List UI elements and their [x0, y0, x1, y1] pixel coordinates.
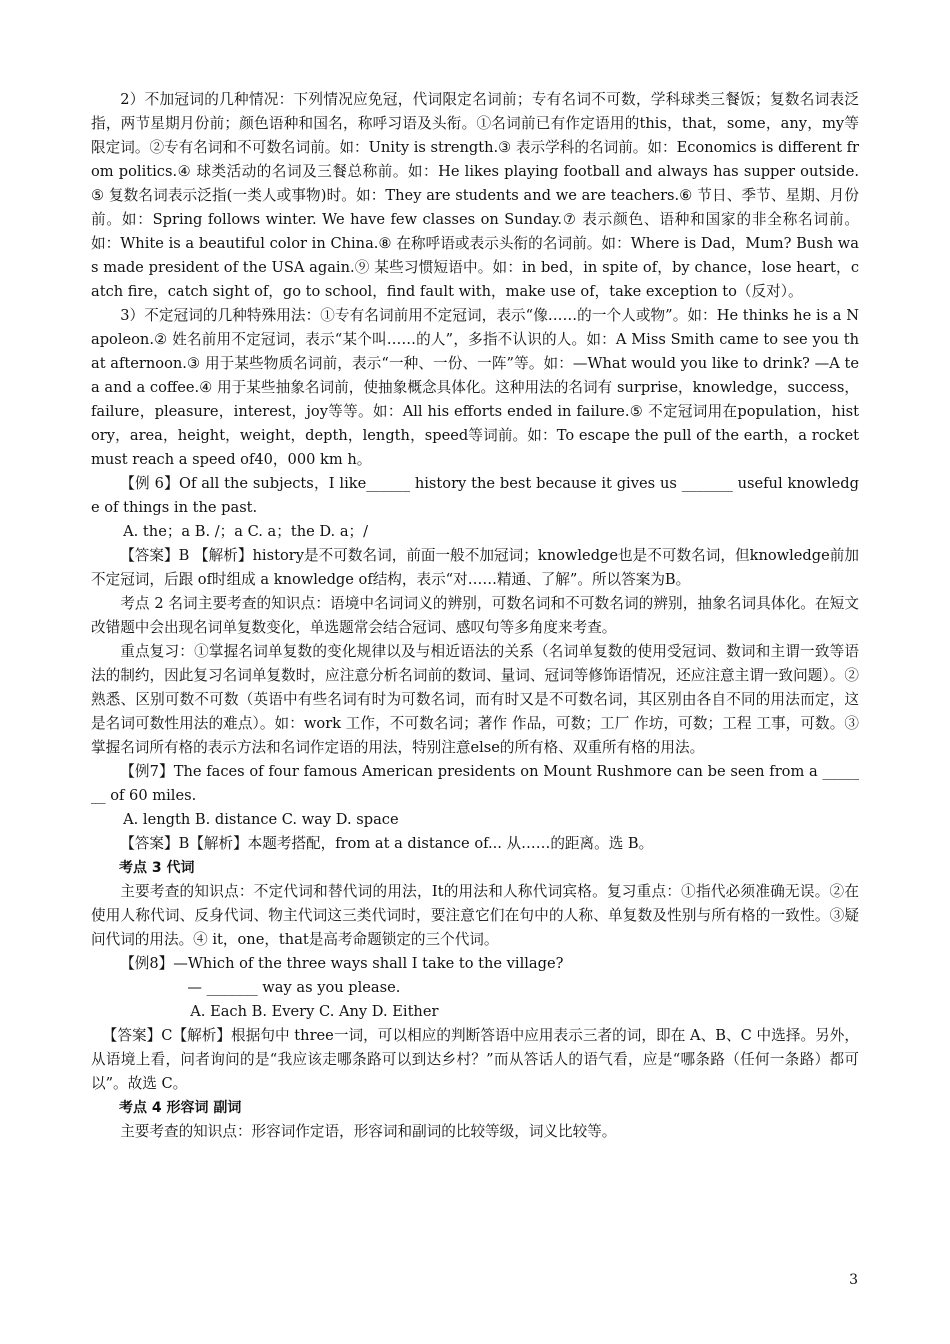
- document-body: [91, 88, 859, 1144]
- paragraph-indefinite-article-special: 3）不定冠词的几种特殊用法：①专有名词前用不定冠词，表示“像……的一个人或物”。如：He thinks he is a Napoleon.② 姓名前用不定冠词，表示“某个叫……的人”，多指不认识的人。如：A Miss Smith came to see you that afternoon.③ 用于某些物质名词前，表示“一种、一份、一阵”等。如：—What would you like to drink? —A tea and a coffee.④ 用于某些抽象名词前，使抽象概念具体化。这种用法的名词有 surprise，knowledge，success，failure，pleasure，interest，joy等等。如：All his efforts ended in failure.⑤ 不定冠词用在population，history，area，height，weight，depth，length，speed等词前。如：To escape the pull of the earth，a rocket must reach a speed of40，000 km h。: [91, 307, 859, 468]
- example-6-options: A. the；a B. /；a C. a；the D. a；/: [123, 523, 369, 540]
- example-7-answer: 【答案】B【解析】本题考搭配，from at a distance of... 从……的距离。选 B。: [120, 835, 654, 852]
- page-number: 3: [849, 1272, 858, 1288]
- example-7-options: A. length B. distance C. way D. space: [123, 811, 399, 828]
- paragraph-noun-points: 考点 2 名词主要考查的知识点：语境中名词词义的辨别，可数名词和不可数名词的辨别，抽象名词具体化。在短文改错题中会出现名词单复数变化，单选题常会结合冠词、感叹句等多角度来考查。: [91, 595, 859, 636]
- section-heading-pronouns: 考点 3 代词: [119, 860, 195, 876]
- paragraph-pronoun-points: 主要考查的知识点：不定代词和替代词的用法，It的用法和人称代词宾格。复习重点：①指代必须准确无误。②在使用人称代词、反身代词、物主代词这三类代词时，要注意它们在句中的人称、单复数及性别与所有格的一致性。③疑问代词的用法。④ it，one，that是高考命题锁定的三个代词。: [91, 883, 859, 948]
- example-7-question: 【例7】The faces of four famous American presidents on Mount Rushmore can be seen from a _______ of 60 miles.: [91, 763, 859, 804]
- example-8-question: 【例8】—Which of the three ways shall I take to the village?: [120, 955, 564, 972]
- example-8-answer: 【答案】C【解析】根据句中 three一词，可以相应的判断答语中应用表示三者的词，即在 A、B、C 中选择。另外，从语境上看，问者询问的是“我应该走哪条路可以到达乡村？”而从答话人的语气看，应是“哪条路（任何一条路）都可以”。故选 C。: [91, 1027, 859, 1092]
- section-heading-adjectives-adverbs: 考点 4 形容词 副词: [119, 1100, 242, 1116]
- example-8-options: A. Each B. Every C. Any D. Either: [190, 1003, 439, 1020]
- paragraph-adjective-points: 主要考查的知识点：形容词作定语，形容词和副词的比较等级，词义比较等。: [120, 1123, 617, 1140]
- paragraph-noun-review: 重点复习：①掌握名词单复数的变化规律以及与相近语法的关系（名词单复数的使用受冠词、数词和主谓一致等语法的制约，因此复习名词单复数时，应注意分析名词前的数词、量词、冠词等修饰语情况，还应注意主谓一致问题）。②熟悉、区别可数不可数（英语中有些名词有时为可数名词，而有时又是不可数名词，其区别由各自不同的用法而定，这是名词可数性用法的难点）。如：work 工作，不可数名词；著作 作品，可数；工厂 作坊，可数；工程 工事，可数。③掌握名词所有格的表示方法和名词作定语的用法，特别注意else的所有格、双重所有格的用法。: [91, 643, 859, 756]
- example-8-reply: — _______ way as you please.: [187, 979, 401, 996]
- example-6-question: 【例 6】Of all the subjects，I like______ history the best because it gives us _______ useful knowledge of things in the past.: [91, 475, 859, 516]
- paragraph-no-article-cases: 2）不加冠词的几种情况：下列情况应免冠，代词限定名词前；专有名词不可数，学科球类三餐饭；复数名词表泛指，两节星期月份前；颜色语种和国名，称呼习语及头衔。①名词前已有作定语用的this，that，some，any，my等限定词。②专有名词和不可数名词前。如：Unity is strength.③ 表示学科的名词前。如：Economics is different from politics.④ 球类活动的名词及三餐总称前。如：He likes playing football and always has supper outside. ⑤ 复数名词表示泛指(一类人或事物)时。如：They are students and we are teachers.⑥ 节日、季节、星期、月份前。如：Spring follows winter. We have few classes on Sunday.⑦ 表示颜色、语种和国家的非全称名词前。如：White is a beautiful color in China.⑧ 在称呼语或表示头衔的名词前。如：Where is Dad，Mum? Bush was made president of the USA again.⑨ 某些习惯短语中。如：in bed，in spite of，by chance，lose heart，catch fire，catch sight of，go to school，find fault with，make use of，take exception to（反对）。: [91, 91, 859, 300]
- example-6-answer: 【答案】B 【解析】history是不可数名词，前面一般不加冠词；knowledge也是不可数名词，但knowledge前加不定冠词，后跟 of时组成 a knowledge of结构，表示“对……精通、了解”。所以答案为B。: [91, 547, 859, 588]
